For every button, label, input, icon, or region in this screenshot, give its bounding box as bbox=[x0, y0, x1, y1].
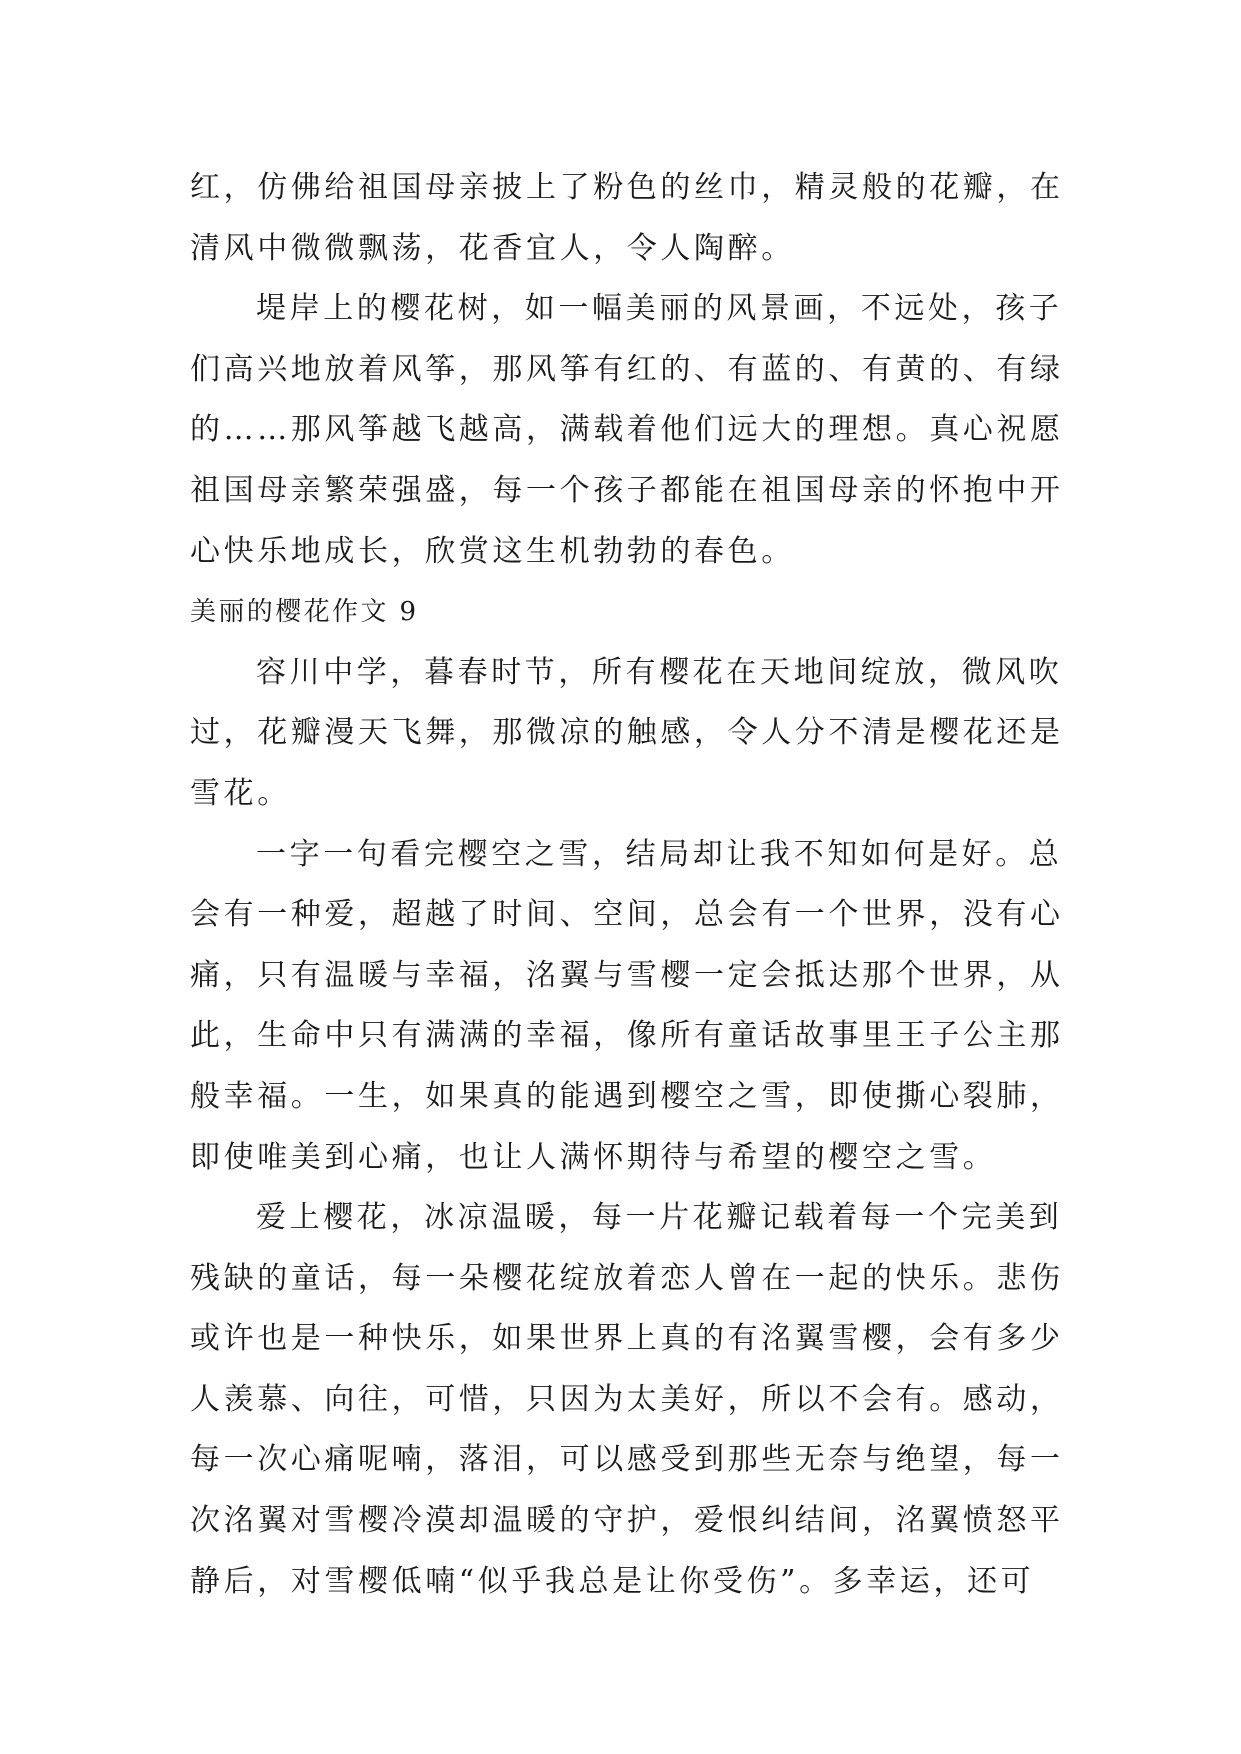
text-line: 清风中微微飘荡，花香宜人，令人陶醉。 bbox=[190, 230, 795, 266]
text-line: 每一次心痛呢喃，落泪，可以感受到那些无奈与绝望，每一 bbox=[190, 1442, 1064, 1478]
text-line: 一字一句看完樱空之雪，结局却让我不知如何是好。总 bbox=[256, 836, 1063, 872]
text-line: 堤岸上的樱花树，如一幅美丽的风景画，不远处，孩子 bbox=[256, 291, 1063, 327]
paragraph-1 bbox=[190, 158, 1062, 279]
text-line: 次洺翼对雪樱冷漠却温暖的守护，爱恨纠结间，洺翼愤怒平 bbox=[190, 1503, 1064, 1539]
text-line: 人羡慕、向往，可惜，只因为太美好，所以不会有。感动， bbox=[190, 1381, 1064, 1417]
document-page bbox=[190, 158, 1062, 1612]
text-line: 过，花瓣漫天飞舞，那微凉的触感，令人分不清是樱花还是 bbox=[190, 715, 1064, 751]
text-line: 容川中学，暮春时节，所有樱花在天地间绽放，微风吹 bbox=[256, 654, 1063, 690]
text-line: 般幸福。一生，如果真的能遇到樱空之雪，即使撕心裂肺， bbox=[190, 1078, 1064, 1114]
paragraph-5 bbox=[190, 1188, 1062, 1612]
paragraph-4 bbox=[190, 825, 1062, 1189]
text-line: 祖国母亲繁荣强盛，每一个孩子都能在祖国母亲的怀抱中开 bbox=[190, 472, 1064, 508]
text-line: 残缺的童话，每一朵樱花绽放着恋人曾在一起的快乐。悲伤 bbox=[190, 1260, 1064, 1296]
text-line: 痛，只有温暖与幸福，洺翼与雪樱一定会抵达那个世界，从 bbox=[190, 957, 1064, 993]
text-line: 会有一种爱，超越了时间、空间，总会有一个世界，没有心 bbox=[190, 897, 1064, 933]
text-line: 爱上樱花，冰凉温暖，每一片花瓣记载着每一个完美到 bbox=[256, 1200, 1063, 1236]
text-line: 的……那风筝越飞越高，满载着他们远大的理想。真心祝愿 bbox=[190, 412, 1064, 448]
section-heading: 美丽的樱花作文 9 bbox=[190, 597, 419, 628]
text-line: 心快乐地成长，欣赏这生机勃勃的春色。 bbox=[190, 533, 795, 569]
text-line: 雪花。 bbox=[190, 775, 291, 811]
paragraph-3 bbox=[190, 643, 1062, 825]
text-line: 们高兴地放着风筝，那风筝有红的、有蓝的、有黄的、有绿 bbox=[190, 351, 1064, 387]
text-line: 或许也是一种快乐，如果世界上真的有洺翼雪樱，会有多少 bbox=[190, 1321, 1064, 1357]
text-line: 静后，对雪樱低喃“似乎我总是让你受伤”。多幸运，还可 bbox=[190, 1563, 1035, 1599]
text-line: 红，仿佛给祖国母亲披上了粉色的丝巾，精灵般的花瓣，在 bbox=[190, 170, 1064, 205]
paragraph-2 bbox=[190, 279, 1062, 582]
text-line: 此，生命中只有满满的幸福，像所有童话故事里王子公主那 bbox=[190, 1018, 1064, 1054]
text-line: 即使唯美到心痛，也让人满怀期待与希望的樱空之雪。 bbox=[190, 1139, 997, 1175]
